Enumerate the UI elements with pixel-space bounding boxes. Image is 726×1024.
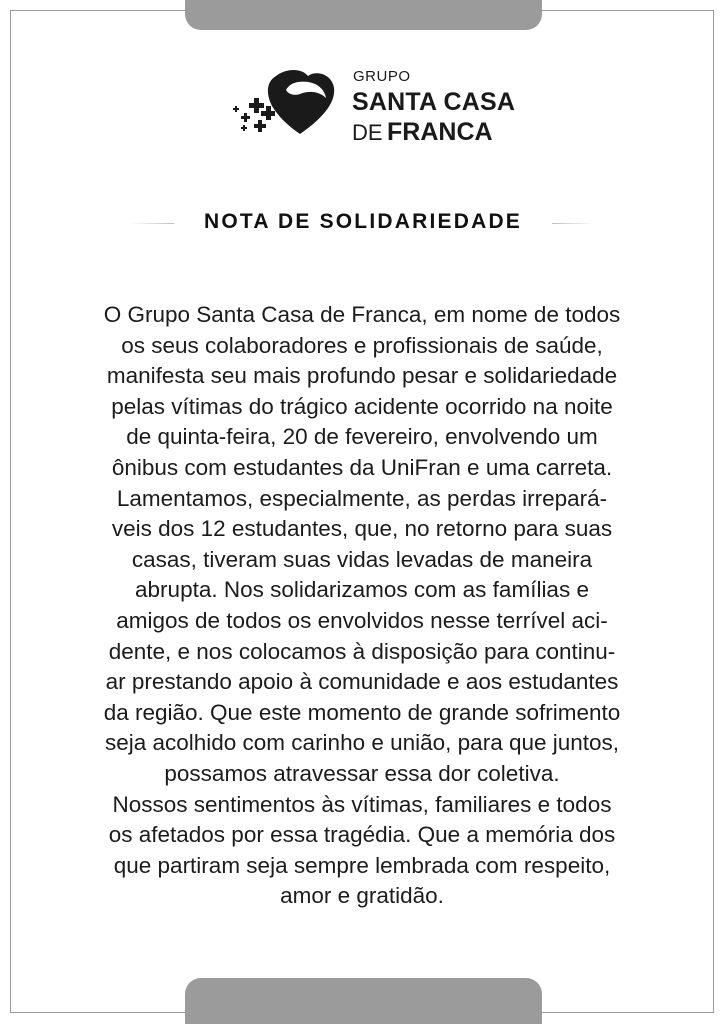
body-line: O Grupo Santa Casa de Franca, em nome de todos: [103, 302, 621, 327]
body-line: ônibus com estudantes da UniFran e uma carreta.: [111, 454, 613, 480]
body-line: da região. Que este momento de grande sofrimento: [103, 699, 621, 725]
body-line: que partiram seja sempre lembrada com respeito,: [113, 852, 611, 878]
bottom-decorative-tab: [185, 978, 542, 1024]
body-line: amigos de todos os envolvidos nesse terrível aci-: [116, 607, 608, 633]
logo-text-grupo: GRUPO: [353, 68, 411, 85]
santa-casa-logo: [228, 64, 518, 148]
body-line: pelas vítimas do trágico acidente ocorrido na noite: [111, 393, 613, 419]
body-line: amor e gratidão.: [280, 883, 444, 909]
body-line: os afetados por essa tragédia. Que a memória dos: [108, 822, 616, 848]
top-decorative-tab: [185, 0, 542, 30]
body-line: veis dos 12 estudantes, que, no retorno para suas: [111, 516, 613, 542]
body-line: casas, tiveram suas vidas levadas de maneira: [131, 546, 593, 572]
note-body: [62, 300, 662, 912]
body-line: Lamentamos, especialmente, as perdas irrepará-: [116, 485, 608, 511]
heading-row: [130, 208, 596, 238]
logo-text-franca: FRANCA: [387, 118, 493, 146]
heading-rule-left: [130, 223, 174, 224]
body-line: dente, e nos colocamos à disposição para continu-: [108, 638, 616, 664]
heart-cross-logo-icon: [228, 64, 343, 144]
body-line: os seus colaboradores e profissionais de saúde,: [121, 332, 603, 358]
body-line: seja acolhido com carinho e união, para que juntos,: [104, 730, 620, 756]
body-line: ar prestando apoio à comunidade e aos estudantes: [105, 669, 619, 695]
body-line: possamos atravessar essa dor coletiva.: [164, 760, 560, 786]
logo-text-de: DE: [352, 120, 383, 145]
page-title: NOTA DE SOLIDARIEDADE: [203, 210, 523, 233]
logo-text-de-franca: [352, 118, 493, 147]
heading-rule-right: [552, 223, 596, 224]
body-line: Nossos sentimentos às vítimas, familiares e todos: [112, 791, 612, 817]
body-line: abrupta. Nos solidarizamos com as famílias e: [135, 577, 589, 603]
logo-text-santa-casa: SANTA CASA: [352, 88, 516, 116]
body-line: de quinta-feira, 20 de fevereiro, envolvendo um: [126, 424, 598, 450]
body-line: manifesta seu mais profundo pesar e solidariedade: [106, 363, 618, 389]
